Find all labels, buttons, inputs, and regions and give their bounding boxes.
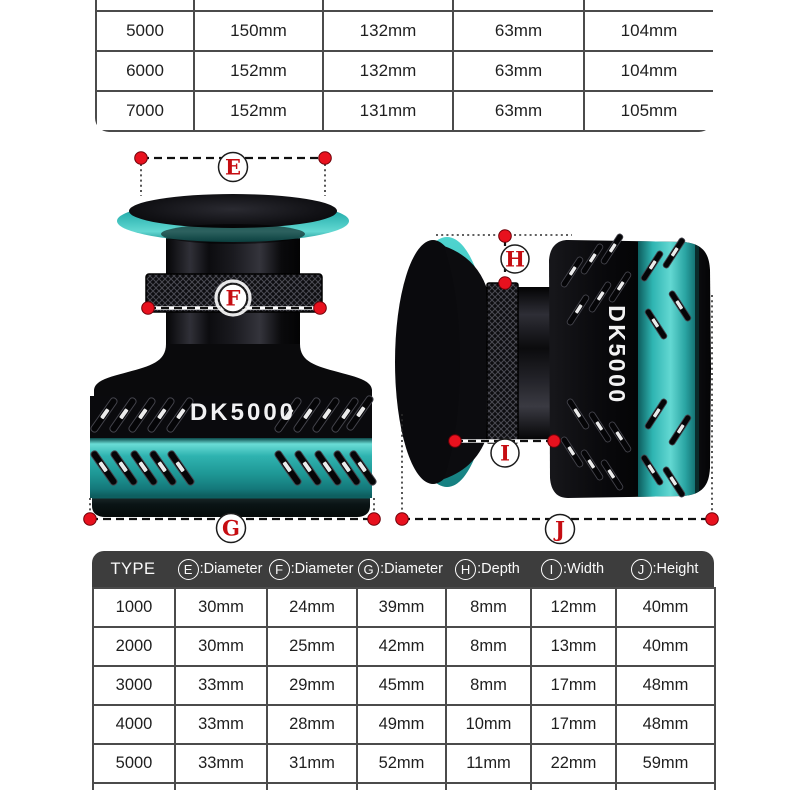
table-row bbox=[96, 91, 713, 131]
column-header bbox=[356, 551, 445, 587]
table-cell: 63mm bbox=[453, 51, 584, 91]
table-cell: 33mm bbox=[175, 705, 267, 744]
table-cell bbox=[267, 783, 357, 790]
table-row bbox=[96, 51, 713, 91]
dimension-letter-g: G bbox=[222, 515, 240, 541]
table-cell: 152mm bbox=[194, 51, 323, 91]
table-cell: 22mm bbox=[531, 744, 616, 783]
table-cell: 104mm bbox=[584, 51, 713, 91]
column-header-label: :Width bbox=[562, 561, 605, 577]
spec-table-header bbox=[92, 551, 714, 587]
table-cell: 12mm bbox=[531, 588, 616, 627]
table-row bbox=[96, 11, 713, 51]
table-cell: 2000 bbox=[93, 627, 175, 666]
table-cell: 30mm bbox=[175, 588, 267, 627]
circled-letter-icon: J bbox=[631, 559, 652, 580]
table-cell bbox=[616, 783, 715, 790]
dimension-dot bbox=[548, 435, 561, 448]
table-cell: 11mm bbox=[446, 744, 531, 783]
table-cell: 42mm bbox=[357, 627, 446, 666]
circled-letter-icon: G bbox=[358, 559, 379, 580]
table-cell: 45mm bbox=[357, 666, 446, 705]
column-header bbox=[445, 551, 530, 587]
table-cell: 48mm bbox=[616, 705, 715, 744]
table-cell: 8mm bbox=[446, 666, 531, 705]
table-cell: 24mm bbox=[267, 588, 357, 627]
bottom-spec-table-body bbox=[93, 588, 715, 790]
table-cell: 59mm bbox=[616, 744, 715, 783]
table-cell: 63mm bbox=[453, 91, 584, 131]
table-cell: 10mm bbox=[446, 705, 531, 744]
dimension-letter-h: H bbox=[505, 246, 525, 272]
table-cell: 63mm bbox=[453, 11, 584, 51]
dimension-letter-i: I bbox=[500, 440, 510, 466]
table-cell bbox=[175, 783, 267, 790]
table-row bbox=[93, 588, 715, 627]
spool-side-view bbox=[395, 233, 711, 500]
column-header-label: :Diameter bbox=[199, 561, 263, 577]
dimension-dot bbox=[319, 152, 332, 165]
dimension-letter-e: E bbox=[224, 154, 242, 180]
table-cell: 5000 bbox=[93, 744, 175, 783]
table-cell: 7000 bbox=[96, 91, 194, 131]
table-cell: 33mm bbox=[175, 744, 267, 783]
dimension-dot bbox=[84, 513, 97, 526]
dimension-letter-f: F bbox=[225, 285, 241, 311]
dimension-letter-j: J bbox=[555, 516, 565, 542]
table-cell: 4000 bbox=[93, 705, 175, 744]
dimension-dot bbox=[314, 302, 327, 315]
table-cell: 29mm bbox=[267, 666, 357, 705]
table-row-cutoff bbox=[96, 0, 713, 11]
table-cell: 132mm bbox=[323, 11, 453, 51]
table-cell: 17mm bbox=[531, 666, 616, 705]
dimension-dot bbox=[396, 513, 409, 526]
table-cell: 40mm bbox=[616, 627, 715, 666]
table-cell: 6000 bbox=[96, 51, 194, 91]
dimension-e bbox=[135, 152, 332, 196]
table-cell: 31mm bbox=[267, 744, 357, 783]
column-header bbox=[92, 551, 174, 587]
top-spec-table-body bbox=[96, 0, 713, 131]
table-cell: 8mm bbox=[446, 588, 531, 627]
table-cell bbox=[357, 783, 446, 790]
table-cell: 48mm bbox=[616, 666, 715, 705]
top-spec-table bbox=[95, 0, 713, 132]
model-label-front: DK5000 bbox=[189, 399, 297, 426]
spool-front-view bbox=[90, 194, 378, 517]
table-row bbox=[93, 627, 715, 666]
table-cell: 1000 bbox=[93, 588, 175, 627]
table-row bbox=[93, 783, 715, 790]
table-cell: 13mm bbox=[531, 627, 616, 666]
circled-letter-icon: E bbox=[178, 559, 199, 580]
table-cell: 25mm bbox=[267, 627, 357, 666]
table-cell: 131mm bbox=[323, 91, 453, 131]
circled-letter-icon: F bbox=[269, 559, 290, 580]
table-cell: 132mm bbox=[323, 51, 453, 91]
table-row bbox=[93, 705, 715, 744]
table-cell: 152mm bbox=[194, 91, 323, 131]
table-cell: 5000 bbox=[96, 11, 194, 51]
bottom-spec-table bbox=[92, 551, 714, 790]
table-cell bbox=[531, 783, 616, 790]
column-header-label: :Height bbox=[652, 561, 699, 577]
column-header-label: TYPE bbox=[110, 559, 156, 578]
column-header-label: :Diameter bbox=[380, 561, 443, 577]
dimension-dot bbox=[499, 230, 512, 243]
model-label-side: DK5000 bbox=[604, 305, 630, 405]
column-header-label: :Depth bbox=[477, 561, 520, 577]
table-row bbox=[93, 744, 715, 783]
table-cell: 49mm bbox=[357, 705, 446, 744]
table-cell: 104mm bbox=[584, 11, 713, 51]
table-cell: 52mm bbox=[357, 744, 446, 783]
circled-letter-icon: I bbox=[541, 559, 562, 580]
table-cell: 17mm bbox=[531, 705, 616, 744]
table-cell: 8mm bbox=[446, 627, 531, 666]
column-header bbox=[266, 551, 356, 587]
table-cell: 30mm bbox=[175, 627, 267, 666]
column-header bbox=[174, 551, 266, 587]
table-cell: 28mm bbox=[267, 705, 357, 744]
table-cell: 105mm bbox=[584, 91, 713, 131]
table-row bbox=[93, 666, 715, 705]
dimension-dot bbox=[499, 277, 512, 290]
column-header bbox=[615, 551, 714, 587]
table-cell: 40mm bbox=[616, 588, 715, 627]
table-cell bbox=[446, 783, 531, 790]
dimension-dot bbox=[449, 435, 462, 448]
column-header-label: :Diameter bbox=[290, 561, 354, 577]
table-cell: 3000 bbox=[93, 666, 175, 705]
circled-letter-icon: H bbox=[455, 559, 476, 580]
dimension-dot bbox=[135, 152, 148, 165]
column-header bbox=[530, 551, 615, 587]
dimension-dot bbox=[142, 302, 155, 315]
table-cell: 39mm bbox=[357, 588, 446, 627]
dimension-dot bbox=[368, 513, 381, 526]
dimension-dot bbox=[706, 513, 719, 526]
table-cell: 33mm bbox=[175, 666, 267, 705]
table-cell: 150mm bbox=[194, 11, 323, 51]
table-cell bbox=[93, 783, 175, 790]
